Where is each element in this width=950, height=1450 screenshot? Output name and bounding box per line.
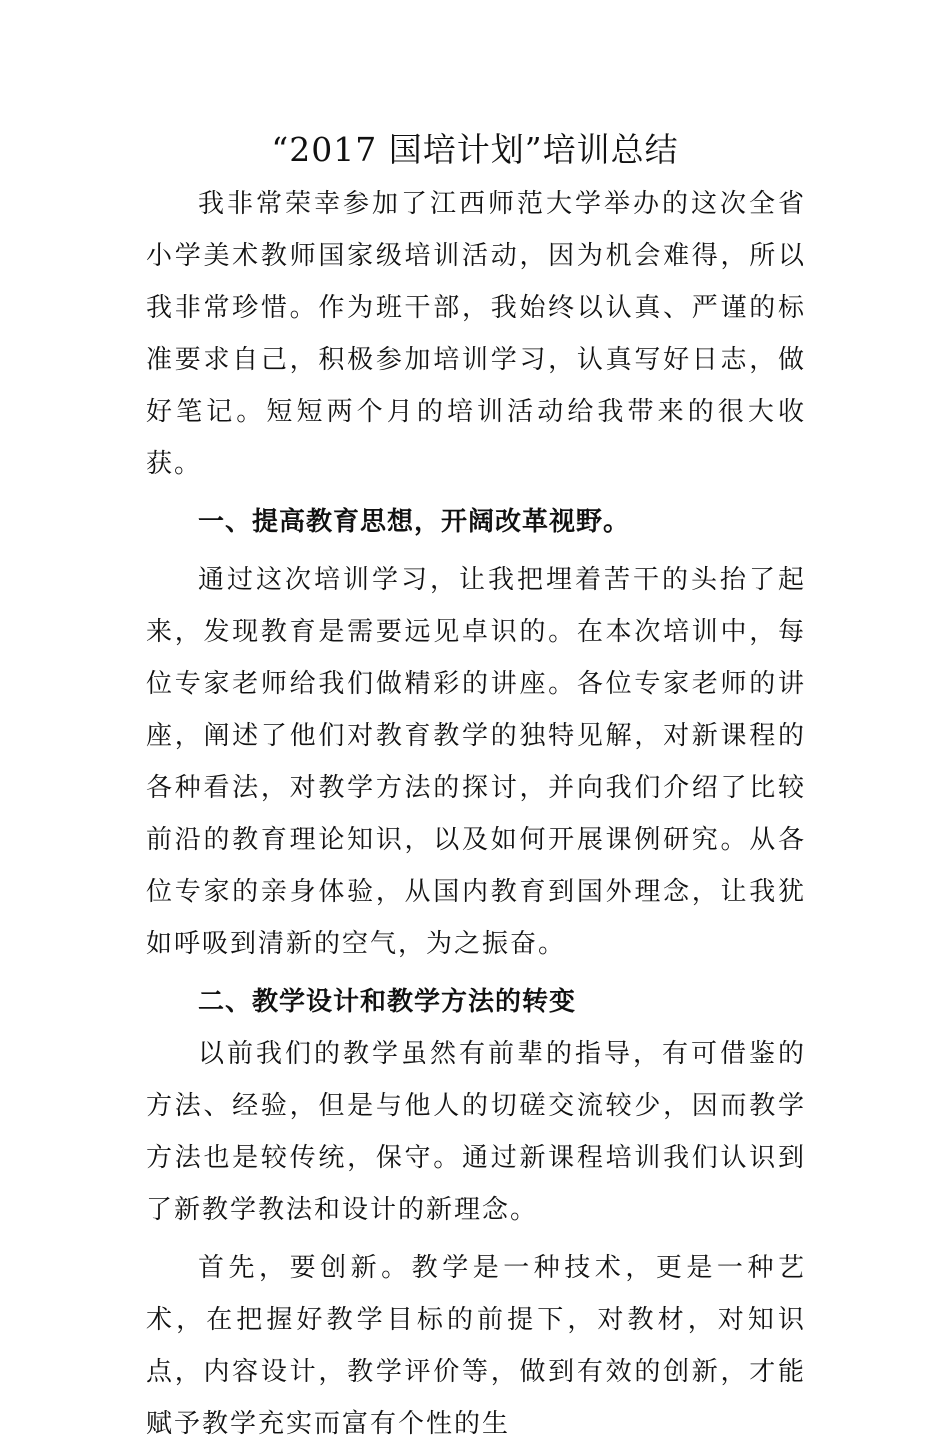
section-heading-2: 二、教学设计和教学方法的转变	[198, 987, 577, 1017]
intro-paragraph: 我非常荣幸参加了江西师范大学举办的这次全省小学美术教师国家级培训活动，因为机会难得，所以我非常珍惜。作为班干部，我始终以认真、严谨的标准要求自己，积极参加培训学习，认真写好日志，做好笔记。短短两个月的培训活动给我带来的很大收获。	[146, 189, 806, 479]
document-title: “2017 国培计划”培训总结	[271, 130, 679, 169]
section-1-paragraph: 通过这次培训学习，让我把埋着苦干的头抬了起来，发现教育是需要远见卓识的。在本次培训中，每位专家老师给我们做精彩的讲座。各位专家老师的讲座，阐述了他们对教育教学的独特见解，对新课程的各种看法，对教学方法的探讨，并向我们介绍了比较前沿的教育理论知识，以及如何开展课例研究。从各位专家的亲身体验，从国内教育到国外理念，让我犹如呼吸到清新的空气，为之振奋。	[146, 565, 806, 959]
section-heading-1: 一、提高教育思想，开阔改革视野。	[198, 507, 631, 537]
section-2-paragraph-2: 首先，要创新。教学是一种技术，更是一种艺术，在把握好教学目标的前提下，对教材，对知识点，内容设计，教学评价等，做到有效的创新，才能赋予教学充实而富有个性的生	[146, 1253, 806, 1439]
document-body	[146, 178, 806, 1450]
section-2-paragraph: 以前我们的教学虽然有前辈的指导，有可借鉴的方法、经验，但是与他人的切磋交流较少，因而教学方法也是较传统，保守。通过新课程培训我们认识到了新教学教法和设计的新理念。	[146, 1039, 806, 1225]
